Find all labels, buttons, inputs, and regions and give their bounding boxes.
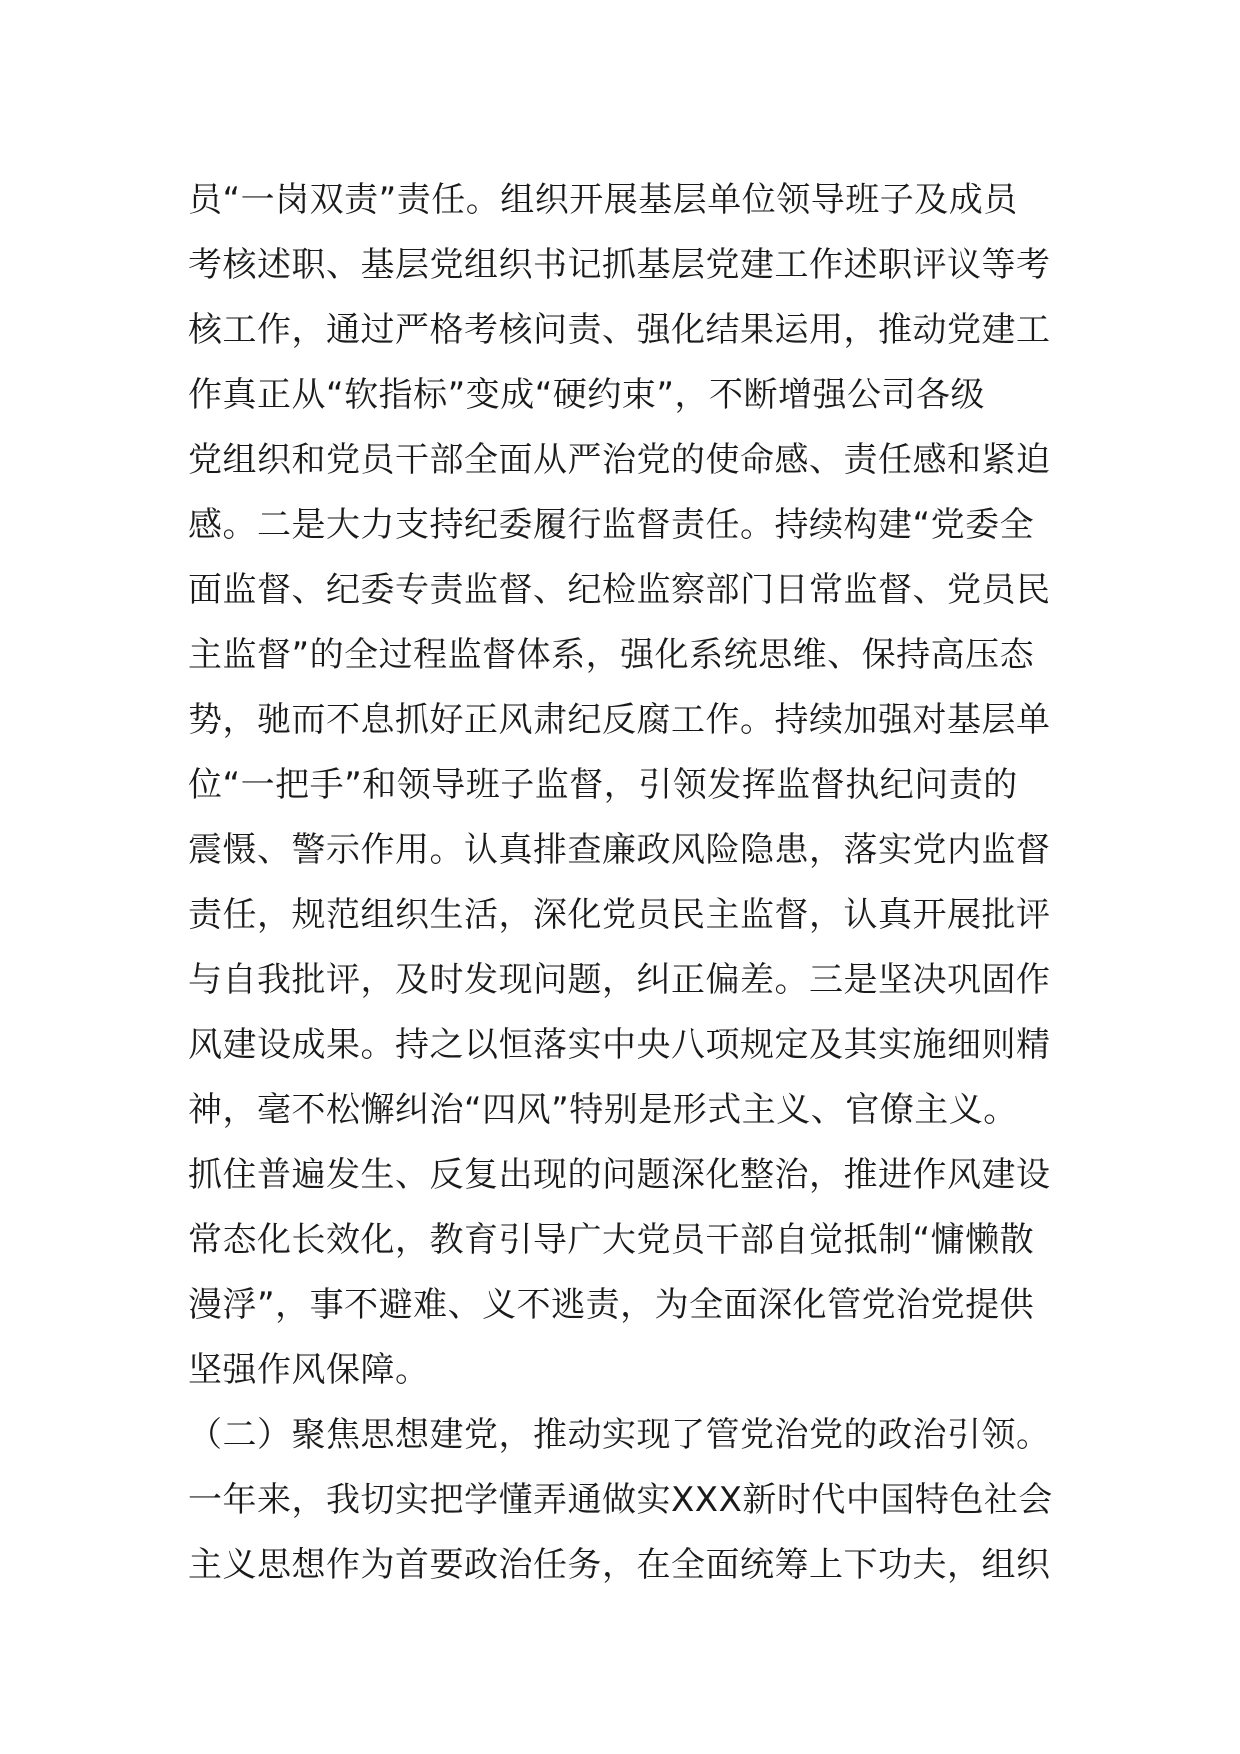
- text-line: 面监督、纪委专责监督、纪检监察部门日常监督、党员民: [188, 570, 1051, 610]
- text-line: 主监督”的全过程监督体系，强化系统思维、保持高压态: [188, 635, 1035, 675]
- text-line: 责任，规范组织生活，深化党员民主监督，认真开展批评: [188, 895, 1051, 935]
- text-line: 核工作，通过严格考核问责、强化结果运用，推动党建工: [188, 310, 1051, 350]
- text-line: 漫浮”，事不避难、义不逃责，为全面深化管党治党提供: [188, 1285, 1035, 1325]
- text-line: 考核述职、基层党组织书记抓基层党建工作述职评议等考: [188, 245, 1051, 285]
- text-line: 震慑、警示作用。认真排查廉政风险隐患，落实党内监督: [188, 830, 1051, 870]
- text-line: 主义思想作为首要政治任务，在全面统筹上下功夫，组织: [188, 1545, 1051, 1585]
- text-line: 位“一把手”和领导班子监督，引领发挥监督执纪问责的: [188, 765, 1018, 805]
- text-line: 坚强作风保障。: [188, 1350, 430, 1390]
- text-line: 感。二是大力支持纪委履行监督责任。持续构建“党委全: [188, 505, 1035, 545]
- body-text: [188, 168, 1068, 1598]
- text-line: 神，毫不松懈纠治“四风”特别是形式主义、官僚主义。: [188, 1090, 1018, 1130]
- text-line: 员“一岗双责”责任。组织开展基层单位领导班子及成员: [188, 180, 1018, 220]
- text-line: 与自我批评，及时发现问题，纠正偏差。三是坚决巩固作: [188, 960, 1051, 1000]
- text-line: 风建设成果。持之以恒落实中央八项规定及其实施细则精: [188, 1025, 1051, 1065]
- text-line: 党组织和党员干部全面从严治党的使命感、责任感和紧迫: [188, 440, 1051, 480]
- text-line: 作真正从“软指标”变成“硬约束”，不断增强公司各级: [188, 375, 985, 415]
- text-line: 抓住普遍发生、反复出现的问题深化整治，推进作风建设: [188, 1155, 1051, 1195]
- section-heading-line: （二）聚焦思想建党，推动实现了管党治党的政治引领。: [188, 1415, 1051, 1455]
- text-line: 常态化长效化，教育引导广大党员干部自觉抵制“慵懒散: [188, 1220, 1035, 1260]
- text-line: 势，驰而不息抓好正风肃纪反腐工作。持续加强对基层单: [188, 700, 1051, 740]
- text-line: 一年来，我切实把学懂弄通做实XXX新时代中国特色社会: [188, 1480, 1053, 1520]
